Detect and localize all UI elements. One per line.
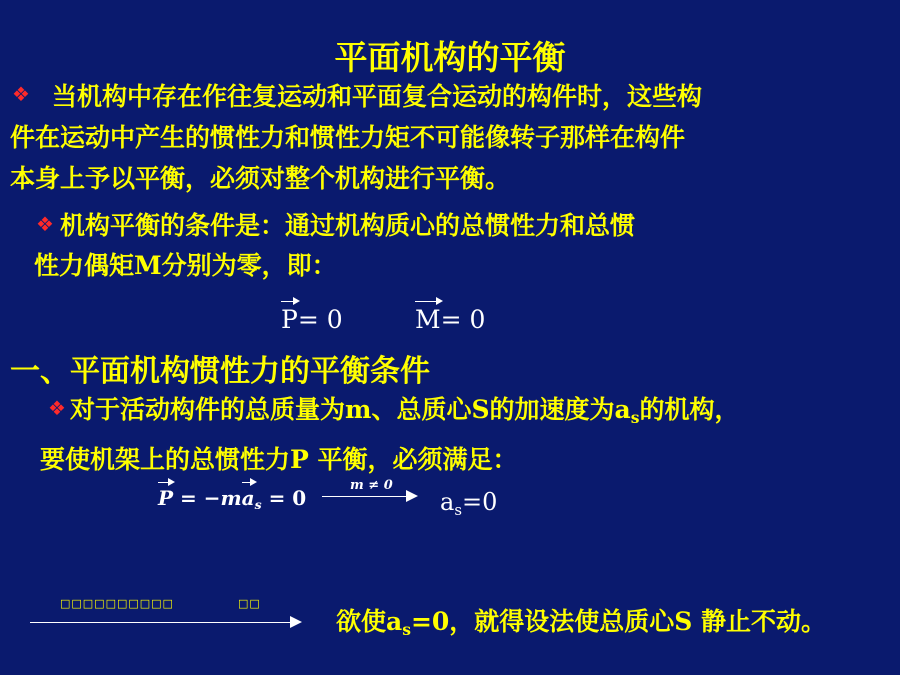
implication-arrowhead-icon (406, 490, 418, 502)
bullet-icon: ❖ (48, 396, 66, 420)
para2-line2: 性力偶矩M分别为零，即： (34, 251, 337, 280)
vector-p-formula: P (158, 486, 174, 510)
vector-p: P (281, 305, 298, 334)
formula-p-zero (281, 305, 343, 334)
slide-title: 平面机构的平衡 (334, 38, 566, 77)
bottom-arrow-line (30, 622, 292, 623)
bottom-text: 欲使$a_s=0$，就得设法使总质心S 静止不动。 (336, 607, 827, 640)
garbled-label-2: □□ (238, 597, 261, 610)
eq-p: = 0 (297, 305, 343, 334)
para1-line2: 件在运动中产生的惯性力和惯性力矩不可能像转子那样在构件 (10, 123, 686, 152)
vector-m: M (415, 305, 441, 334)
para1-line1: 当机构中存在作往复运动和平面复合运动的构件时，这些构 (52, 82, 703, 111)
section-heading: 一、平面机构惯性力的平衡条件 (10, 354, 430, 389)
bullet-icon: ❖ (36, 212, 54, 236)
garbled-label-1: □□□□□□□□□□ (60, 597, 174, 610)
eq-m: = 0 (440, 305, 486, 334)
bullet-icon: ❖ (12, 82, 30, 106)
formula-inertia: $P = -ma_s = 0$ (158, 486, 307, 513)
bottom-arrowhead-icon (290, 616, 302, 628)
para3-line1: 对于活动构件的总质量为m、总质心S的加速度为$a_s$的机构， (70, 395, 740, 428)
para2-line1: 机构平衡的条件是：通过机构质心的总惯性力和总惯 (60, 211, 636, 240)
arrow-label-m-nonzero: m ≠ 0 (350, 478, 393, 493)
result-as-zero: $a_s=0$ (440, 488, 498, 520)
para3-line2: 要使机架上的总惯性力P 平衡，必须满足： (40, 445, 518, 474)
implication-arrow-line (322, 496, 410, 497)
para1-line3: 本身上予以平衡，必须对整个机构进行平衡。 (10, 164, 511, 193)
vector-a-formula: a (241, 486, 255, 510)
formula-m-zero (415, 305, 485, 334)
